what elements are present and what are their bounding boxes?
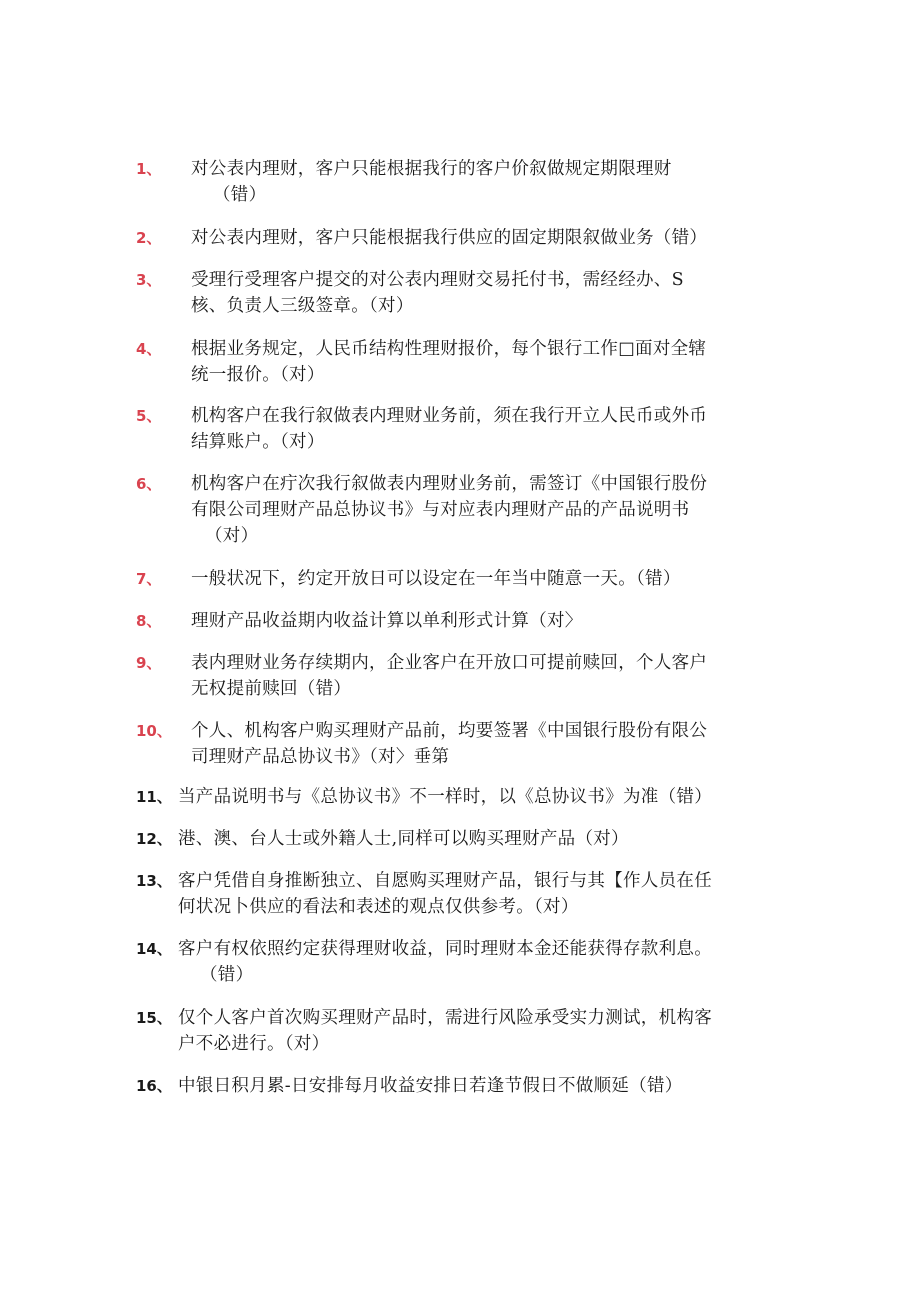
question-line: 户不必进行。（对） bbox=[178, 1034, 330, 1054]
question-line: 个人、机构客户购买理财产品前，均要签署《中国银行股份有限公 bbox=[191, 721, 708, 741]
question-line: 客户有权依照约定获得理财收益，同时理财本金还能获得存款利息。 bbox=[178, 939, 712, 959]
question-line: 无权提前赎回（错） bbox=[191, 679, 352, 699]
question-text bbox=[178, 868, 790, 920]
question-line: 机构客户在我行叙做表内理财业务前，须在我行开立人民币或外币 bbox=[191, 406, 708, 426]
question-number: 6、 bbox=[136, 475, 162, 493]
question-number: 7、 bbox=[136, 570, 162, 588]
question-number: 5、 bbox=[136, 407, 162, 425]
question-text bbox=[191, 267, 791, 319]
question-text bbox=[191, 225, 791, 251]
question-line: （错） bbox=[200, 965, 254, 985]
question-line: 仅个人客户首次购买理财产品时，需进行风险承受实力测试，机构客 bbox=[178, 1008, 712, 1028]
question-line: 何状况卜供应的看法和表述的观点仅供参考。（对） bbox=[178, 897, 579, 917]
question-text bbox=[191, 608, 791, 634]
question-line: 司理财产品总协议书》（对〉垂第 bbox=[191, 747, 450, 767]
question-line: （错） bbox=[213, 185, 267, 205]
question-line: 当产品说明书与《总协议书》不一样时，以《总协议书》为准（错） bbox=[178, 787, 712, 807]
question-text bbox=[191, 718, 791, 770]
question-line: 对公表内理财，客户只能根据我行的客户价叙做规定期限理财 bbox=[191, 159, 672, 179]
question-line: 统一报价。（对） bbox=[191, 365, 325, 385]
question-line: 中银日积月累-日安排每月收益安排日若逢节假日不做顺延（错） bbox=[178, 1076, 683, 1096]
question-text bbox=[191, 156, 791, 208]
question-text bbox=[178, 784, 790, 810]
question-text bbox=[178, 936, 790, 988]
question-line: 核、负责人三级签章。（对） bbox=[191, 296, 414, 316]
question-text bbox=[178, 1005, 790, 1057]
question-line: 客户凭借自身推断独立、自愿购买理财产品，银行与其【作人员在任 bbox=[178, 871, 712, 891]
question-line: 一般状况下，约定开放日可以设定在一年当中随意一天。（错） bbox=[191, 569, 681, 589]
question-number: 3、 bbox=[136, 271, 162, 289]
question-number: 1、 bbox=[136, 160, 162, 178]
question-line: （对） bbox=[205, 526, 259, 546]
question-number: 14、 bbox=[136, 940, 172, 958]
question-line: 表内理财业务存续期内，企业客户在开放口可提前赎回，个人客户 bbox=[191, 653, 708, 673]
question-line: 港、澳、台人士或外籍人士,同样可以购买理财产品（对） bbox=[178, 829, 629, 849]
question-number: 9、 bbox=[136, 654, 162, 672]
question-line: 机构客户在疔次我行叙做表内理财业务前，需签订《中国银行股份 bbox=[191, 474, 708, 494]
question-text bbox=[191, 471, 791, 549]
question-number: 15、 bbox=[136, 1009, 172, 1027]
question-line: 对公表内理财，客户只能根据我行供应的固定期限叙做业务（错） bbox=[191, 228, 708, 248]
question-line: 有限公司理财产品总协议书》与对应表内理财产品的产品说明书 bbox=[191, 500, 690, 520]
question-text bbox=[191, 336, 791, 388]
question-line: 受理行受理客户提交的对公表内理财交易托付书，需经经办、S bbox=[191, 270, 684, 290]
question-number: 4、 bbox=[136, 340, 162, 358]
question-number: 11、 bbox=[136, 788, 172, 806]
question-number: 8、 bbox=[136, 612, 162, 630]
question-number: 10、 bbox=[136, 722, 172, 740]
question-text bbox=[191, 650, 791, 702]
question-number: 13、 bbox=[136, 872, 172, 890]
question-line: 理财产品收益期内收益计算以单利形式计算（对〉 bbox=[191, 611, 583, 631]
question-line: 根据业务规定，人民币结构性理财报价，每个银行工作□面对全辖 bbox=[191, 339, 707, 359]
question-text bbox=[191, 403, 791, 455]
question-text bbox=[191, 566, 791, 592]
question-number: 12、 bbox=[136, 830, 172, 848]
question-line: 结算账户。（对） bbox=[191, 432, 325, 452]
question-text bbox=[178, 1073, 790, 1099]
question-number: 16、 bbox=[136, 1077, 172, 1095]
question-text bbox=[178, 826, 790, 852]
question-number: 2、 bbox=[136, 229, 162, 247]
